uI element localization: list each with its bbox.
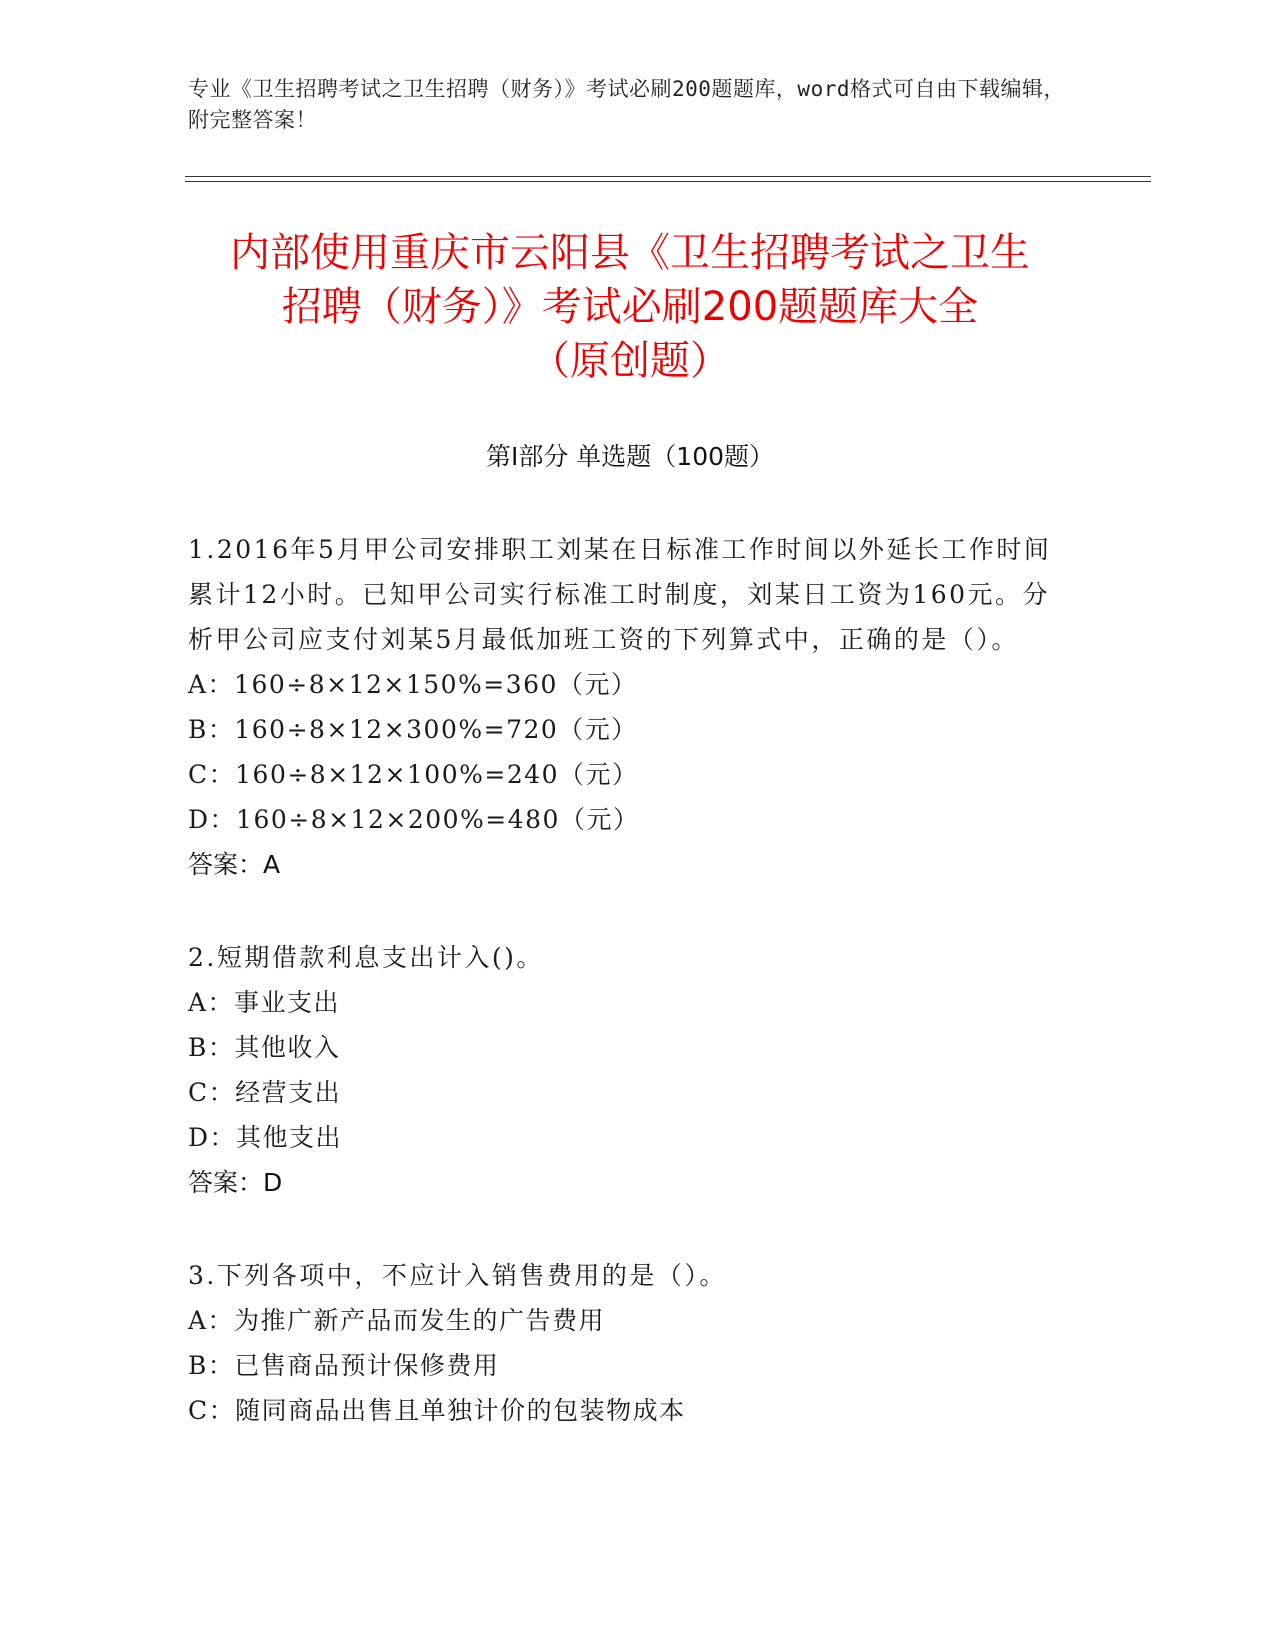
document-title-line-1: 内部使用重庆市云阳县《卫生招聘考试之卫生: [230, 230, 1030, 276]
option-c: C：经营支出: [188, 1078, 342, 1107]
option-b: B：其他收入: [188, 1033, 341, 1062]
answer: 答案：D: [188, 1168, 283, 1197]
option-b: B：已售商品预计保修费用: [188, 1351, 500, 1380]
option-c: C：160÷8×12×100%=240（元）: [188, 760, 639, 789]
answer: 答案：A: [188, 850, 281, 879]
option-a: A：为推广新产品而发生的广告费用: [188, 1306, 606, 1335]
option-a: A：160÷8×12×150%=360（元）: [188, 670, 638, 699]
question-1: [188, 527, 1068, 887]
document-title: [185, 226, 1075, 388]
option-a: A：事业支出: [188, 988, 341, 1017]
question-3: [188, 1253, 1068, 1433]
question-2: [188, 935, 1068, 1205]
document-title-line-3: （原创题）: [530, 338, 730, 384]
option-d: D：其他支出: [188, 1123, 343, 1152]
header-divider-bottom: [185, 181, 1151, 182]
document-title-line-2: 招聘（财务）》考试必刷200题题库大全: [281, 284, 979, 330]
question-list: [188, 527, 1068, 1481]
option-d: D：160÷8×12×200%=480（元）: [188, 805, 640, 834]
option-c: C：随同商品出售且单独计价的包装物成本: [188, 1396, 686, 1425]
option-b: B：160÷8×12×300%=720（元）: [188, 715, 638, 744]
header-note: 专业《卫生招聘考试之卫生招聘（财务）》考试必刷200题题库，word格式可自由下载编辑，附完整答案！: [188, 77, 1065, 132]
header-divider-top: [185, 176, 1151, 177]
section-title: 第I部分 单选题（100题）: [485, 442, 775, 471]
question-stem: 2.短期借款利息支出计入()。: [188, 943, 544, 972]
question-stem: 1.2016年5月甲公司安排职工刘某在日标准工作时间以外延长工作时间累计12小时。已知甲公司实行标准工时制度，刘某日工资为160元。分析甲公司应支付刘某5月最低加班工资的下列算式中，正确的是（）。: [188, 535, 1052, 654]
question-stem: 3.下列各项中，不应计入销售费用的是（）。: [188, 1261, 727, 1290]
